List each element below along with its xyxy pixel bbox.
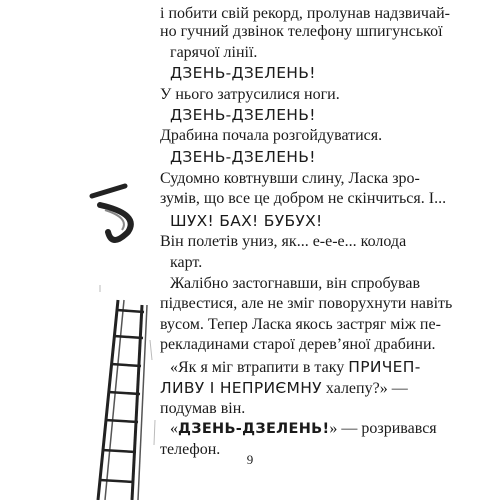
text-line: [160, 399, 245, 419]
text-run: Судомно ковтнувши слину, Ласка зро-: [160, 170, 420, 187]
text-line: [170, 63, 316, 84]
swoosh-mark: [92, 186, 131, 240]
text-line: [160, 232, 406, 252]
text-run: «: [170, 420, 178, 437]
text-line: [160, 85, 340, 105]
text-run: вусом. Тепер Ласка якось застряг між пе-: [160, 316, 441, 333]
text-line: [160, 335, 436, 355]
text-line: [160, 169, 420, 189]
text-line: [160, 189, 446, 209]
text-run: халепу?» —: [321, 380, 408, 397]
text-line: [160, 378, 408, 399]
text-line: [160, 294, 452, 314]
text-run: У нього затрусилися ноги.: [160, 86, 340, 103]
text-line: [170, 105, 316, 126]
text-line: [170, 274, 420, 294]
emphasis-run: ПРИЧЕП-: [348, 358, 421, 376]
text-line: [160, 22, 443, 42]
text-run: но гучний дзвінок телефону шпигунської: [160, 23, 443, 40]
text-run: телефон.: [160, 441, 221, 458]
text-line: [170, 147, 316, 168]
text-run: Жалібно застогнавши, він спробував: [170, 275, 421, 292]
emphasis-run: ДЗЕНЬ-ДЗЕЛЕНЬ!: [170, 148, 316, 166]
text-run: » — розривався: [329, 420, 437, 437]
text-run: Драбина почала розгойдуватися.: [160, 127, 383, 144]
text-line: [160, 4, 450, 24]
emphasis-run: ДЗЕНЬ-ДЗЕЛЕНЬ!: [170, 64, 316, 82]
emphasis-run: ДЗЕНЬ-ДЗЕЛЕНЬ!: [178, 421, 330, 437]
text-run: «Як я міг втрапити в таку: [170, 359, 349, 376]
text-line: [170, 43, 257, 63]
emphasis-run: ЛИВУ І НЕПРИЄМНУ: [160, 379, 322, 397]
text-line: [170, 357, 421, 378]
text-line: [170, 211, 323, 232]
text-line: [170, 419, 437, 439]
text-run: Він полетів униз, як... е-е-е... колода: [160, 233, 407, 250]
text-line: [160, 126, 382, 146]
emphasis-run: ШУХ! БАХ! БУБУХ!: [170, 212, 323, 230]
page-number: 9: [246, 452, 254, 467]
text-run: рекладинами старої дерев’яної драбини.: [160, 336, 436, 353]
text-run: і побити свій рекорд, пролунав надзвичай-: [160, 5, 450, 22]
emphasis-run: ДЗЕНЬ-ДЗЕЛЕНЬ!: [170, 106, 316, 124]
text-run: зумів, що все це добром не скінчиться. І...: [160, 190, 447, 207]
text-line: [160, 315, 441, 335]
text-run: підвестися, але не зміг поворухнути навіть: [160, 295, 453, 312]
text-run: карт.: [170, 254, 203, 271]
text-run: гарячої лінії.: [170, 44, 258, 61]
text-line: [170, 253, 202, 273]
text-run: подумав він.: [160, 400, 246, 417]
